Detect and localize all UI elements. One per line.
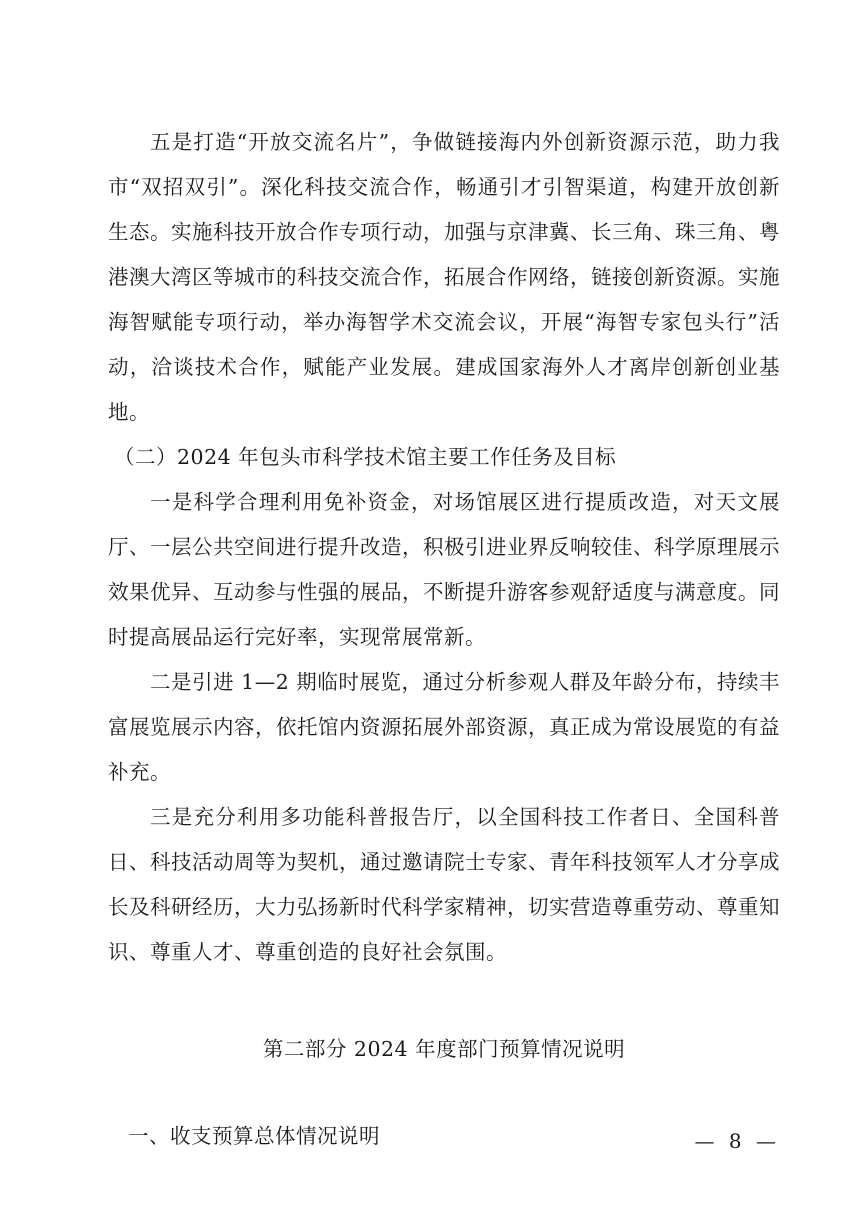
page-number: — 8 — (694, 1129, 780, 1153)
subsection-heading: （二）2024 年包头市科学技术馆主要工作任务及目标 (114, 445, 617, 469)
section-heading: 一、收支预算总体情况说明 (128, 1124, 380, 1148)
paragraph-open-exchange: 五是打造“开放交流名片”，争做链接海内外创新资源示范，助力我市“双招双引”。深化科技交流合作，畅通引才引智渠道，构建开放创新生态。实施科技开放合作专项行动，加强与京津冀、长三角、珠三角、粤港澳大湾区等城市的科技交流合作，拓展合作网络，链接创新资源。实施海智赋能专项行动，举办海智学术交流会议，开展“海智专家包头行”活动，洽谈技术合作，赋能产业发展。建成国家海外人才离岸创新创业基地。 (108, 130, 780, 424)
spacer (108, 975, 780, 1027)
paragraph-task-three: 三是充分利用多功能科普报告厅，以全国科技工作者日、全国科普日、科技活动周等为契机，通过邀请院士专家、青年科技领军人才分享成长及科研经历，大力弘扬新时代科学家精神，切实营造尊重劳动、尊重知识、尊重人才、尊重创造的良好社会氛围。 (108, 805, 780, 964)
part-title: 第二部分 2024 年度部门预算情况说明 (262, 1037, 626, 1061)
paragraph-task-two: 二是引进 1—2 期临时展览，通过分析参观人群及年龄分布，持续丰富展览展示内容，依托馆内资源拓展外部资源，真正成为常设展览的有益补充。 (108, 670, 780, 784)
spacer (108, 1072, 780, 1114)
paragraph-task-one: 一是科学合理利用免补资金，对场馆展区进行提质改造，对天文展厅、一层公共空间进行提升改造，积极引进业界反响较佳、科学原理展示效果优异、互动参与性强的展品，不断提升游客参观舒适度与满意度。同时提高展品运行完好率，实现常展常新。 (108, 490, 780, 649)
document-body (108, 120, 780, 1159)
